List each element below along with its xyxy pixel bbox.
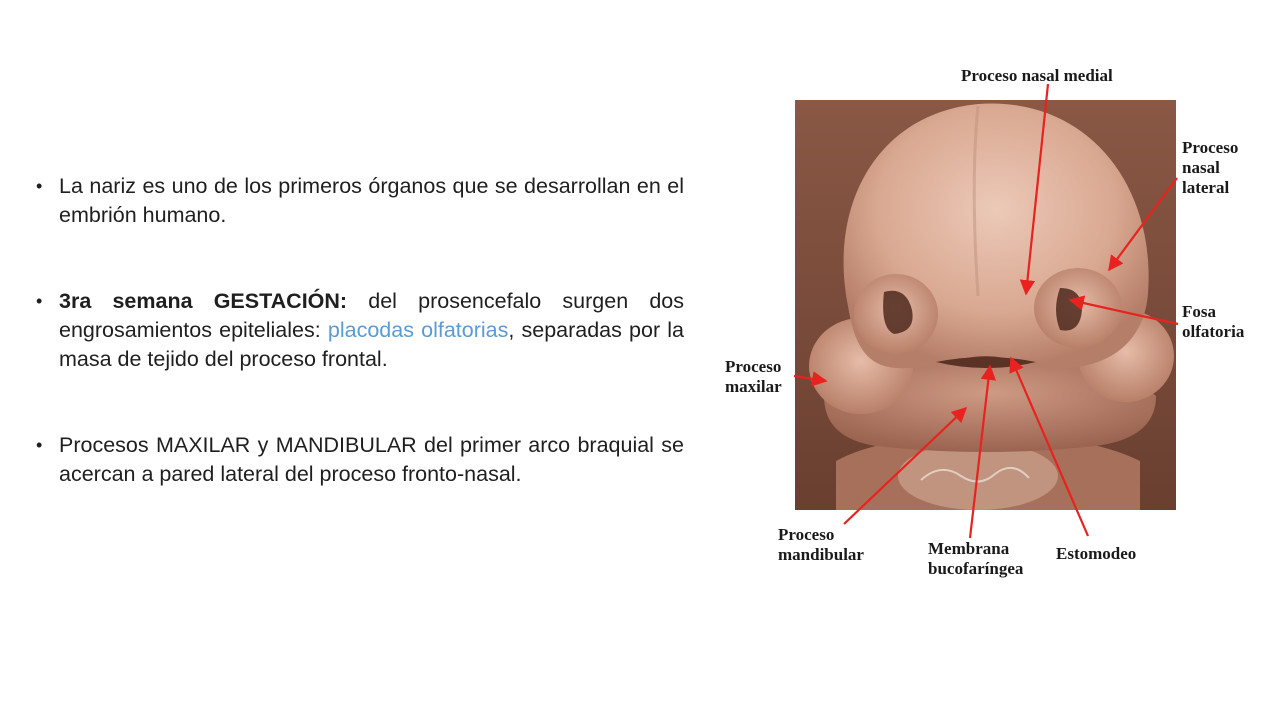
bullet-highlight-text: placodas olfatorias [327, 318, 509, 342]
bullet-text: , separadas por la masa de tejido del proceso frontal. [59, 318, 685, 371]
bullet-text: Procesos MAXILAR y MANDIBULAR del primer arco braquial se acercan a pared lateral del proceso fronto-nasal. [59, 433, 684, 486]
bullet-item [36, 431, 684, 489]
bullet-text: del prosencefalo surgen dos engrosamientos epiteliales: [59, 289, 684, 342]
label-mandibular: Proceso mandibular [778, 525, 864, 564]
label-maxilar: Proceso maxilar [725, 357, 782, 396]
bullet-dot-icon: • [36, 435, 43, 455]
bullet-list [36, 172, 684, 489]
embryo-figure [716, 56, 1264, 596]
bullet-item [36, 287, 684, 374]
bullet-item [36, 172, 684, 230]
bullet-dot-icon: • [36, 291, 43, 311]
bullet-dot-icon: • [36, 176, 43, 196]
bullet-text: La nariz es uno de los primeros órganos que se desarrollan en el embrión humano. [59, 174, 684, 227]
label-fosa-olfatoria: Fosa olfatoria [1182, 302, 1245, 341]
label-nasal-lateral: Proceso nasal lateral [1182, 138, 1239, 197]
label-estomodeo: Estomodeo [1056, 544, 1137, 563]
bullet-bold-text: 3ra semana GESTACIÓN: [59, 289, 348, 313]
label-membrana: Membrana bucofaríngea [928, 539, 1024, 578]
label-nasal-medial: Proceso nasal medial [961, 66, 1113, 85]
